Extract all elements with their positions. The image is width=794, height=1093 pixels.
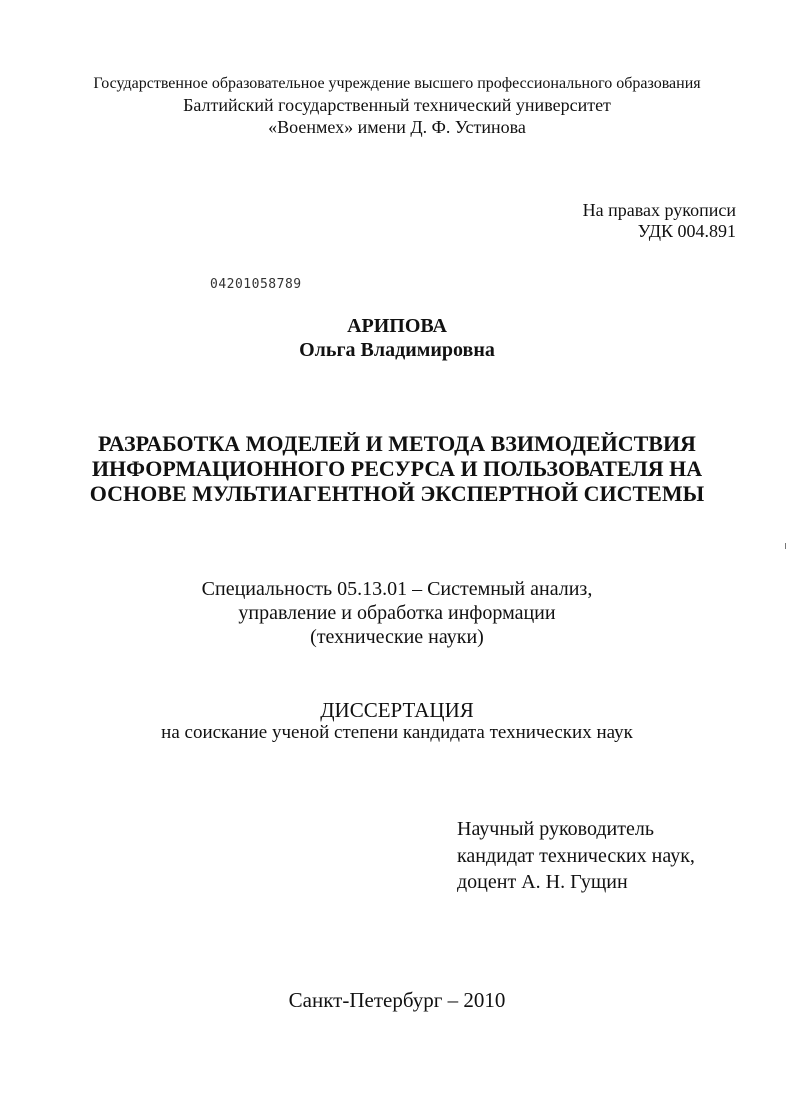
specialty-line-1: Специальность 05.13.01 – Системный анализ, xyxy=(201,578,593,600)
advisor-line-3: доцент А. Н. Гущин xyxy=(457,871,628,893)
udc-code: УДК 004.891 xyxy=(637,221,736,241)
advisor-line-2: кандидат технических наук, xyxy=(457,845,695,867)
author-surname: АРИПОВА xyxy=(347,315,447,337)
scan-speck xyxy=(785,543,786,549)
dissertation-subtitle: на соискание ученой степени кандидата технических наук xyxy=(161,722,633,743)
title-line-3: ОСНОВЕ МУЛЬТИАГЕНТНОЙ ЭКСПЕРТНОЙ СИСТЕМЫ xyxy=(89,481,705,506)
institution-line-1: Государственное образовательное учреждение высшего профессионального образования xyxy=(93,75,701,92)
manuscript-rights: На правах рукописи xyxy=(582,200,736,220)
institution-line-2: Балтийский государственный технический университет xyxy=(183,95,611,115)
stamp-number: 04201058789 xyxy=(210,277,302,292)
title-line-2: ИНФОРМАЦИОННОГО РЕСУРСА И ПОЛЬЗОВАТЕЛЯ НА xyxy=(91,456,703,481)
specialty-line-2: управление и обработка информации xyxy=(238,602,556,624)
author-given-names: Ольга Владимировна xyxy=(299,339,495,361)
city-year: Санкт-Петербург – 2010 xyxy=(288,988,506,1012)
dissertation-heading: ДИССЕРТАЦИЯ xyxy=(320,698,474,722)
title-line-1: РАЗРАБОТКА МОДЕЛЕЙ И МЕТОДА ВЗИМОДЕЙСТВИЯ xyxy=(98,431,696,456)
advisor-line-1: Научный руководитель xyxy=(457,818,654,840)
institution-line-3: «Военмех» имени Д. Ф. Устинова xyxy=(268,117,526,137)
specialty-line-3: (технические науки) xyxy=(310,626,484,648)
